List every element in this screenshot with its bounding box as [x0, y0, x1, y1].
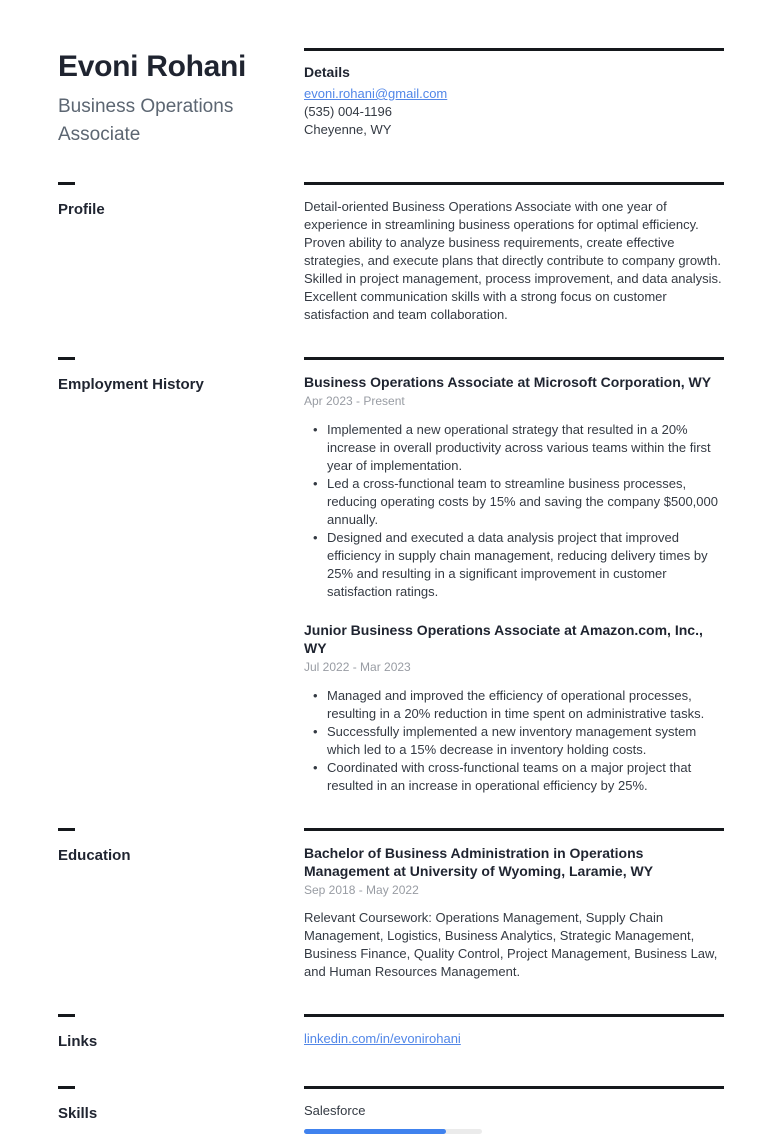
skills-label-cell	[58, 1086, 304, 1134]
education-section	[58, 828, 724, 981]
link-line	[304, 1030, 724, 1048]
detail-phone: (535) 004-1196	[304, 104, 392, 119]
person-name: Evoni Rohani	[58, 50, 247, 83]
education-dates: Sep 2018 - May 2022	[304, 883, 419, 897]
education-content	[304, 828, 724, 981]
profile-section	[58, 182, 724, 324]
job-bullet-list	[304, 421, 724, 601]
skill-name: Salesforce	[304, 1103, 366, 1118]
job-title: Business Operations Associate at Microsoft Corporation, WY	[304, 374, 712, 390]
education-coursework: Relevant Coursework: Operations Management, Supply Chain Management, Logistics, Business Analytics, Strategic Management, Business Finance, Quality Control, Project Management, Business Law, and Human Resources Management.	[304, 910, 718, 979]
employment-content	[304, 357, 724, 795]
profile-text: Detail-oriented Business Operations Associate with one year of experience in streamlining business operations for optimal efficiency. Proven ability to analyze business requirements, create effective strategies, and execute plans that directly contribute to company growth. Skilled in project management, process improvement, and data analysis. Excellent communication skills with a strong focus on customer satisfaction and team collaboration.	[304, 199, 722, 322]
section-dash	[58, 182, 75, 185]
details-heading: Details	[304, 64, 350, 80]
skills-section-label: Skills	[58, 1105, 98, 1122]
details-block	[304, 48, 724, 149]
job-bullet: • Coordinated with cross-functional teams on a major project that resulted in an increase in operational efficiency by 25%.	[304, 759, 724, 795]
detail-email-line	[304, 85, 724, 103]
job-entry	[304, 373, 724, 601]
degree-title: Bachelor of Business Administration in Operations Management at University of Wyoming, Laramie, WY	[304, 845, 654, 879]
email-link[interactable]: evoni.rohani@gmail.com	[304, 86, 448, 101]
links-content	[304, 1014, 724, 1050]
links-label-cell	[58, 1014, 304, 1050]
detail-location: Cheyenne, WY	[304, 122, 392, 137]
employment-section	[58, 357, 724, 795]
profile-content	[304, 182, 724, 324]
header-left	[58, 48, 304, 149]
job-bullet: • Managed and improved the efficiency of operational processes, resulting in a 20% reduction in time spent on administrative tasks.	[304, 687, 724, 723]
links-section	[58, 1014, 724, 1050]
job-bullet: • Led a cross-functional team to streamline business processes, reducing operating costs by 15% and saving the company $500,000 annually.	[304, 475, 724, 529]
links-section-label: Links	[58, 1033, 98, 1050]
skills-content	[304, 1086, 724, 1134]
section-dash	[58, 1014, 75, 1017]
person-job-title: Business Operations Associate	[58, 96, 234, 145]
job-dates: Apr 2023 - Present	[304, 394, 405, 408]
job-bullet: • Designed and executed a data analysis project that improved efficiency in supply chain management, reducing delivery times by 25% and resulting in a significant improvement in customer satisfaction ratings.	[304, 529, 724, 601]
section-dash	[58, 1086, 75, 1089]
education-section-label: Education	[58, 847, 131, 864]
header-section	[58, 48, 724, 149]
job-bullet-list	[304, 687, 724, 795]
section-dash	[58, 357, 75, 360]
job-entry	[304, 621, 724, 795]
skill-level-bar	[304, 1129, 482, 1134]
linkedin-link[interactable]: linkedin.com/in/evonirohani	[304, 1031, 461, 1046]
skill-level-fill	[304, 1129, 446, 1134]
employment-label-cell	[58, 357, 304, 795]
section-dash	[58, 828, 75, 831]
job-bullet: • Successfully implemented a new inventory management system which led to a 15% decrease in inventory holding costs.	[304, 723, 724, 759]
skills-section	[58, 1086, 724, 1134]
skill-item	[304, 1102, 724, 1134]
profile-label-cell	[58, 182, 304, 324]
job-bullet: • Implemented a new operational strategy that resulted in a 20% increase in overall productivity across various teams within the first year of implementation.	[304, 421, 724, 475]
job-dates: Jul 2022 - Mar 2023	[304, 660, 411, 674]
employment-section-label: Employment History	[58, 376, 204, 393]
job-title: Junior Business Operations Associate at Amazon.com, Inc., WY	[304, 622, 703, 656]
profile-section-label: Profile	[58, 201, 105, 218]
education-label-cell	[58, 828, 304, 981]
